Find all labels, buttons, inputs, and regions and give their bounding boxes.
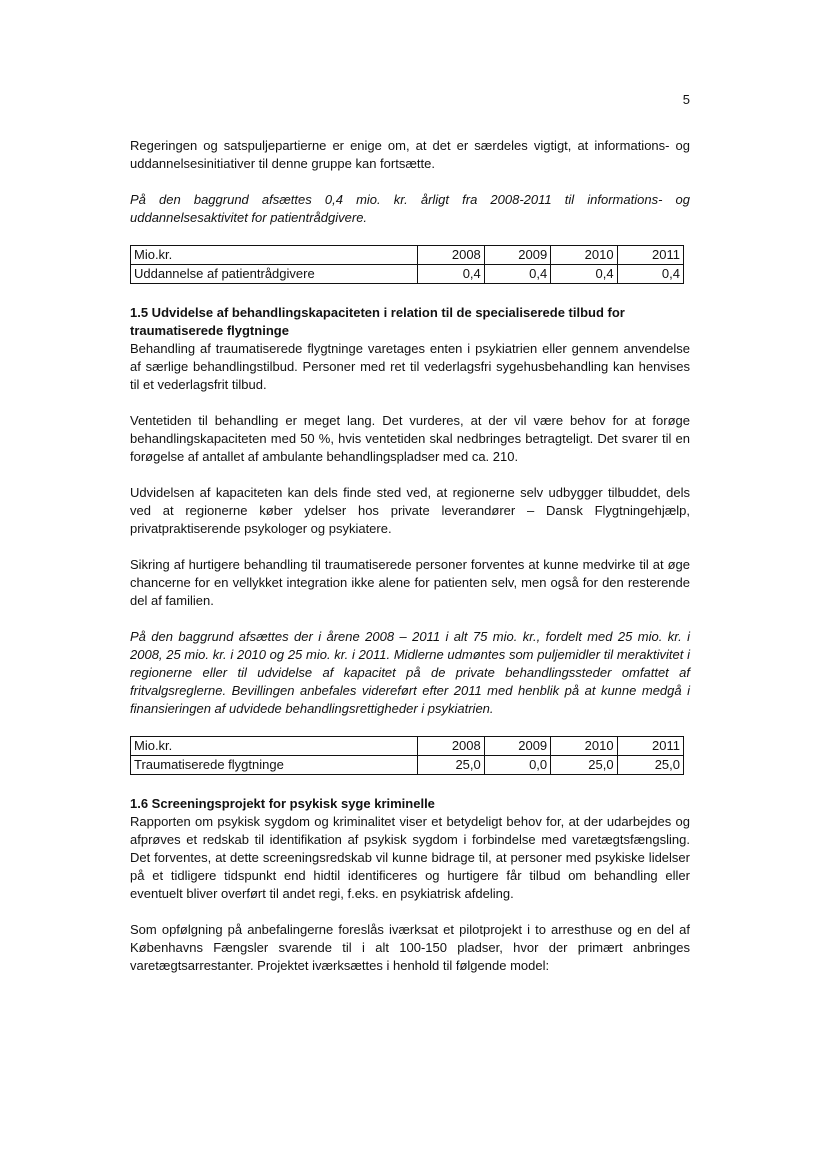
table-cell: 2010 (551, 737, 617, 756)
table-cell: Mio.kr. (131, 737, 418, 756)
paragraph: Sikring af hurtigere behandling til traumatiserede personer forventes at kunne medvirke til at øge chancerne for en vellykket integration ikke alene for patienten selv, men også for den resterende del af familien. (130, 557, 690, 608)
table-cell: 0,4 (418, 265, 484, 284)
table-row (131, 265, 684, 284)
table-cell: Mio.kr. (131, 246, 418, 265)
paragraph-allocation-patient-advisors: På den baggrund afsættes 0,4 mio. kr. årligt fra 2008-2011 til informations- og uddannelsesaktivitet for patientrådgivere. (130, 192, 690, 225)
table-cell: 2011 (617, 737, 683, 756)
table-row (131, 756, 684, 775)
table-cell: Traumatiserede flygtninge (131, 756, 418, 775)
page-number: 5 (682, 92, 690, 107)
table-cell: 25,0 (551, 756, 617, 775)
paragraph: Ventetiden til behandling er meget lang. Det vurderes, at der vil være behov for at forøge behandlingskapaciteten med 50 %, hvis ventetiden skal nedbringes betragteligt. Det svarer til en forøgelse af antallet af ambulante behandlingspladser med ca. 210. (130, 413, 690, 464)
paragraph: Som opfølgning på anbefalingerne foreslås iværksat et pilotprojekt i to arresthuse og en del af Københavns Fængsler svarende til i alt 100-150 pladser, hvor der primært anbringes varetægtsarrestanter. Projektet iværksættes i henhold til følgende model: (130, 922, 690, 973)
table-cell: 0,0 (484, 756, 550, 775)
paragraph-allocation-refugees: På den baggrund afsættes der i årene 2008 – 2011 i alt 75 mio. kr., fordelt med 25 mio. kr. i 2008, 25 mio. kr. i 2010 og 25 mio. kr. i 2011. Midlerne udmøntes som puljemidler til meraktivitet i regionerne eller til udvidelse af kapacitet på de private behandlingssteder omfattet af fritvalgsreglerne. Bevillingen anbefales videreført efter 2011 med henblik på at kunne medgå i finansieringen af udvidede behandlingsrettigheder i psykiatrien. (130, 629, 690, 716)
table-cell: Uddannelse af patientrådgivere (131, 265, 418, 284)
table-cell: 2008 (418, 246, 484, 265)
table-cell: 25,0 (418, 756, 484, 775)
document-body (130, 137, 690, 975)
table-cell: 2010 (551, 246, 617, 265)
table-cell: 2008 (418, 737, 484, 756)
budget-table-patient-advisors (130, 245, 684, 284)
paragraph: Udvidelsen af kapaciteten kan dels finde sted ved, at regionerne selv udbygger tilbuddet, dels ved at regionerne køber ydelser hos private leverandører – Dansk Flygtningehjælp, privatpraktiserende psykologer og psykiatere. (130, 485, 690, 536)
table-cell: 2011 (617, 246, 683, 265)
table-cell: 0,4 (551, 265, 617, 284)
table-cell: 0,4 (484, 265, 550, 284)
table-row (131, 737, 684, 756)
budget-table-refugees (130, 736, 684, 775)
table-cell: 2009 (484, 737, 550, 756)
paragraph-intro: Regeringen og satspuljepartierne er enige om, at det er særdeles vigtigt, at informations- og uddannelsesinitiativer til denne gruppe kan fortsætte. (130, 138, 690, 171)
section-heading-1-5: 1.5 Udvidelse af behandlingskapaciteten i relation til de specialiserede tilbud for traumatiserede flygtninge (130, 305, 625, 338)
table-cell: 0,4 (617, 265, 683, 284)
section-heading-1-6: 1.6 Screeningsprojekt for psykisk syge kriminelle (130, 796, 435, 811)
paragraph: Behandling af traumatiserede flygtninge varetages enten i psykiatrien eller gennem anvendelse af særlige behandlingstilbud. Personer med ret til vederlagsfri sygehusbehandling kan henvises til et vederlagsfrit tilbud. (130, 341, 690, 392)
paragraph: Rapporten om psykisk sygdom og kriminalitet viser et betydeligt behov for, at der udarbejdes og afprøves et redskab til identifikation af psykisk sygdom i forbindelse med varetægtsfængsling. Det forventes, at dette screeningsredskab vil kunne bidrage til, at personer med psykiske lidelser på et tidligere tidspunkt end hidtil identificeres og hurtigere får tilbud om behandling eller eventuelt bliver overført til andet regi, f.eks. en psykiatrisk afdeling. (130, 814, 690, 901)
table-cell: 2009 (484, 246, 550, 265)
table-row (131, 246, 684, 265)
table-cell: 25,0 (617, 756, 683, 775)
